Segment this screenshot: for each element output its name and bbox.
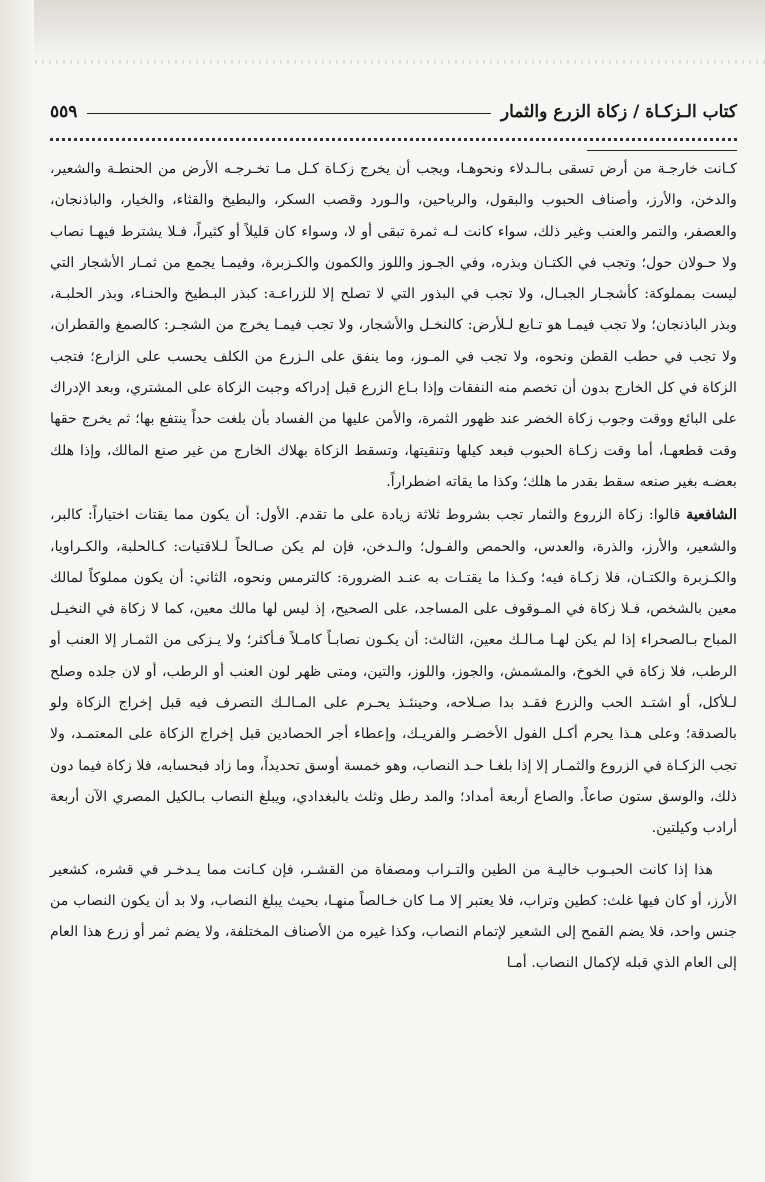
paragraph-grain-purity bbox=[50, 855, 737, 980]
page-content bbox=[50, 0, 737, 1182]
paragraph-text: قالوا: زكاة الزروع والثمار تجب بشروط ثلاثة زيادة على ما تقدم. الأول: أن يكون مما يقتات اختياراً: كالبر، والشعير، والأرز، والذرة، والعدس، والحمص والفـول؛ والـدخن، فإن لم يكن صـالحاً لـلاقتيات: كـالحلبة، والكـراويا، والكـزبرة والكتـان، فلا زكـاة فيه؛ وكـذا ما يقتـات به عنـد الضرورة: كالترمس ونحوه، الثاني: أن يكون مملوكاً لمالك معين بالشخص، فـلا زكاة في المـوقوف على المساجد، على الصحيح، إذ ليس لها مالك معين، كما لا زكاة في النخيـل المباح بـالصحراء إذا لم يكن لهـا مـالـك معين، الثالث: أن يكـون نصابـاً كامـلاً فـأكثر؛ ولا يـزكى من الثمـار إلا العنب أو الرطب، فلا زكاة في الخوخ، والمشمش، والجوز، واللوز، والتين، ومتى ظهر لون العنب أو الرطب، أو لان جلده وصلح لـلأكل، أو اشتـد الحب والزرع فقـد بدا صـلاحه، وحينئـذ يحـرم على المـالـك التصرف فيه قبل إخراج الزكاة ولو بالصدقة؛ وعلى هـذا يحرم أكـل الفول الأخضـر والفريـك، وإعطاء أجر الحصادين قبل إخراج الزكاة على المعتمـد، ولا تجب الزكـاة في الزروع والثمـار إلا إذا بلغـا حـد النصاب، وهو خمسة أوسق تحديداً، وما زاد فبحسابه، فلا زكاة فيما دون ذلك، والوسق ستون صاعاً. والصاع أربعة أمداد؛ والمد رطل وثلث بالبغدادي، ويبلغ النصاب بـالكيل المصري الآن أربعة أرادب وكيلتين. bbox=[50, 507, 737, 837]
body-text bbox=[50, 154, 737, 980]
header-title: كتاب الـزكـاة / زكاة الزرع والثمار bbox=[500, 102, 737, 122]
paragraph-hanafi-continuation bbox=[50, 154, 737, 498]
scan-left-shadow bbox=[0, 0, 34, 1182]
running-header bbox=[50, 90, 737, 122]
header-rule bbox=[87, 113, 490, 114]
footnote-rule bbox=[587, 150, 737, 151]
paragraph-shafii bbox=[50, 500, 737, 844]
paragraph-text: هذا إذا كانت الحبـوب خاليـة من الطين والتـراب ومصفاة من القشـر، فإن كـانت مما يـدخـر في قشره، كشعير الأرز، أو كان فيها غلث: كطين وتراب، فلا يعتبر إلا مـا كان خـالصاً منهـا، بحيث يبلغ النصاب، ولا بد أن يكون النصاب من جنس واحد، فلا يضم القمح إلى الشعير لإتمام النصاب، وكذا غيره من الأصناف المختلفة، ولا يضم ثمر أو زرع هذا العام إلى العام الذي قبله لإكمال النصاب. أمـا bbox=[50, 861, 737, 972]
dotted-separator bbox=[50, 124, 737, 141]
paragraph-text: كـانت خارجـة من أرض تسقى بـالـدلاء ونحوهـا، ويجب أن يخرج زكـاة كـل مـا تخـرجـه الأرض من الحنطـة والشعير، والدخن، والأرز، وأصناف الحبوب والبقول، والرياحين، والـورد وقصب السكر، والبطيخ والقثاء، والخيار، والباذنجان، والعصفر، والتمر والعنب وغير ذلك، سواء كانت لـه ثمرة تبقى أو لا، وسواء كان قليلاً أو كثيراً، فـلا يشترط فيهـا نصاب ولا حـولان حول؛ وتجب في الكتـان وبذره، وفي الجـوز واللوز والكمون والكـزبرة، وفيمـا يجمع من ثمـار الأشجار التي ليست بمملوكة: كأشجـار الجبـال، ولا تجب في البذور التي لا تصلح إلا للزراعـة: كبذر البـطيخ والحنـاء، وبذر الحلبـة، وبذر الباذنجان؛ ولا تجب فيمـا هو تـابع لـلأرض: كالنخـل والأشجار، ولا تجب فيمـا يخرج من الشجـر: كالصمغ والقطران، ولا تجب في حطب القطن ونحوه، ولا تجب في المـوز، وما ينفق على الـزرع من الكلف يحسب على الزارع؛ فتجب الزكاة في كل الخارج بدون أن تخصم منه النفقات وإذا بـاع الزرع قبل إدراكه وجبت الزكاة على المشتري، وبعد الإدراك على البائع ووقت وجوب زكاة الخضر عند ظهور الثمرة، والأمن عليها من الفساد بأن بلغت حداً ينتفع بها؛ ثم يخرج حقها وقت قطعهـا، أما وقت زكـاة الحبوب فبعد كيلها وتنقيتها، وتسقط الزكاة بهلاك الخارج من غير صنع المالك، وإذا هلك بعضـه بغير صنعه سقط بقدر ما هلك؛ وكذا ما يقاته اضطراراً. bbox=[50, 161, 738, 490]
page-number: ٥٥٩ bbox=[50, 102, 78, 122]
school-heading: الشافعية bbox=[686, 507, 737, 524]
